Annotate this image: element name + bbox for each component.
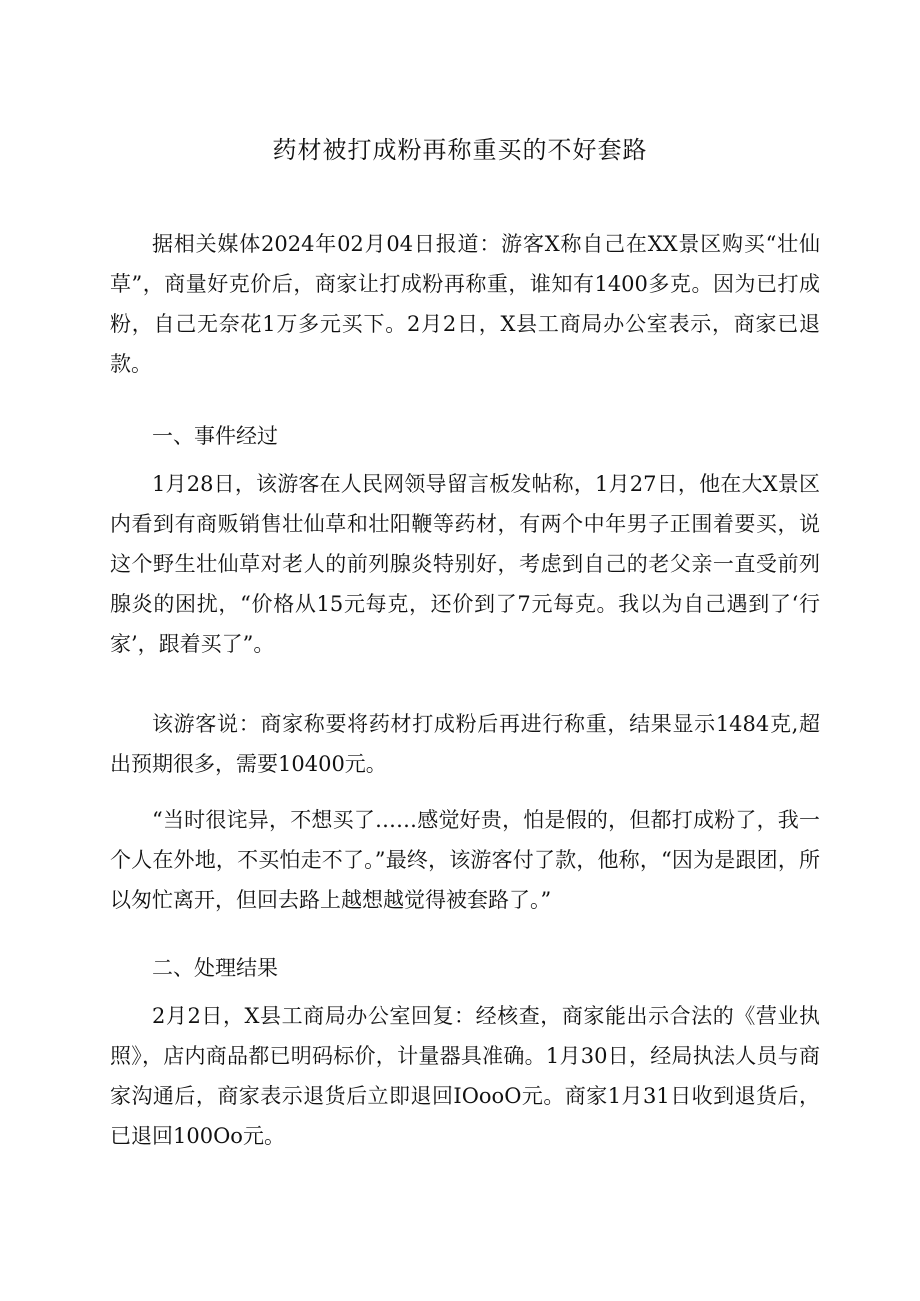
events-paragraph-2: 该游客说：商家称要将药材打成粉后再进行称重，结果显示1484克,超出预期很多，需要10400元。 — [110, 712, 820, 776]
document-title: 药材被打成粉再称重买的不好套路 — [272, 136, 648, 164]
events-paragraph-3: “当时很诧异，不想买了……感觉好贵，怕是假的，但都打成粉了，我一个人在外地，不买怕走不了。”最终，该游客付了款，他称，“因为是跟团，所以匆忙离开，但回去路上越想越觉得被套路了。” — [110, 808, 820, 912]
result-paragraph: 2月2日，X县工商局办公室回复：经核查，商家能出示合法的《营业执照》，店内商品都已明码标价，计量器具准确。1月30日，经局执法人员与商家沟通后，商家表示退货后立即退回IOooO元。商家1月31日收到退货后，已退回100Oo元。 — [110, 1004, 820, 1148]
intro-paragraph: 据相关媒体2024年02月04日报道：游客X称自己在XX景区购买“壮仙草”，商量好克价后，商家让打成粉再称重，谁知有1400多克。因为已打成粉，自己无奈花1万多元买下。2月2日，X县工商局办公室表示，商家已退款。 — [110, 232, 820, 376]
events-paragraph-1: 1月28日，该游客在人民网领导留言板发帖称，1月27日，他在大X景区内看到有商贩销售壮仙草和壮阳鞭等药材，有两个中年男子正围着要买，说这个野生壮仙草对老人的前列腺炎特别好，考虑到自己的老父亲一直受前列腺炎的困扰，“价格从15元每克，还价到了7元每克。我以为自己遇到了‘行家’，跟着买了”。 — [110, 472, 820, 656]
section-heading-result: 二、处理结果 — [152, 956, 278, 980]
section-heading-events: 一、事件经过 — [152, 424, 278, 448]
